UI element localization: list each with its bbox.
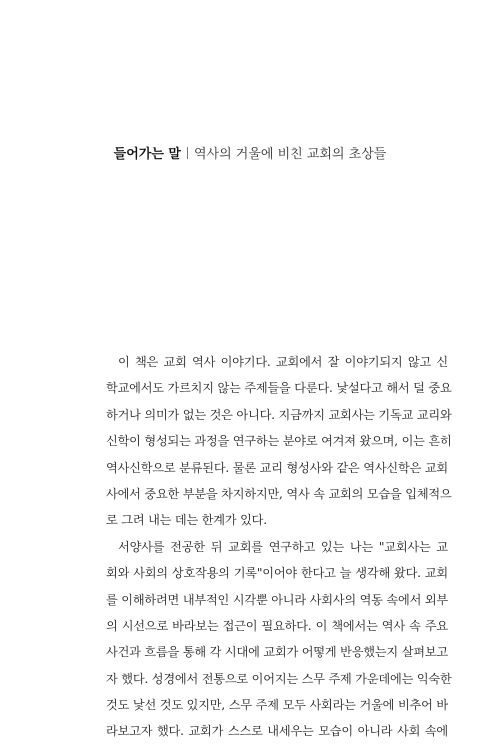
chapter-heading [0,146,500,164]
text-line: 사에서 중요한 부분을 차지하지만, 역사 속 교회의 모습을 입체적으 [106,486,452,501]
text-line: 라보고자 했다. 교회가 스스로 내세우는 모습이 아니라 사회 속에 [106,724,448,739]
paragraph-1 [106,349,452,534]
chapter-subtitle: 역사의 거울에 비친 교회의 초상들 [193,147,387,162]
text-line: 로 그려 내는 데는 한계가 있다. [106,513,267,528]
text-line: 서양사를 전공한 뒤 교회를 연구하고 있는 나는 "교회사는 교 [118,539,448,554]
text-line: 이 책은 교회 역사 이야기다. 교회에서 잘 이야기되지 않고 신 [118,355,448,369]
text-line: 역사신학으로 분류된다. 물론 교리 형성사와 같은 역사신학은 교회 [106,460,448,475]
text-line: 를 이해하려면 내부적인 시각뿐 아니라 사회사의 역동 속에서 외부 [106,592,448,607]
text-line: 자 했다. 성경에서 전통으로 이어지는 스무 주제 가운데에는 익숙한 [106,671,452,686]
text-line: 것도 낯선 것도 있지만, 스무 주제 모두 사회라는 거울에 비추어 바 [106,698,448,713]
text-line: 학교에서도 가르치지 않는 주제들을 다룬다. 낯설다고 해서 덜 중요 [106,381,452,396]
paragraph-2 [106,534,452,745]
text-line: 회와 사회의 상호작용의 기록"이어야 한다고 늘 생각해 왔다. 교회 [106,566,448,581]
text-line: 사건과 흐름을 통해 각 시대에 교회가 어떻게 반응했는지 살펴보고 [106,645,448,660]
text-line: 신학이 형성되는 과정을 연구하는 분야로 여겨져 왔으며, 이는 흔히 [106,434,452,449]
heading-separator [187,147,188,159]
body-text [106,349,452,745]
text-line: 하거나 의미가 없는 것은 아니다. 지금까지 교회사는 기독교 교리와 [106,407,452,422]
text-line: 의 시선으로 바라보는 접근이 필요하다. 이 책에서는 역사 속 주요 [106,618,448,633]
chapter-title: 들어가는 말 [113,147,181,162]
